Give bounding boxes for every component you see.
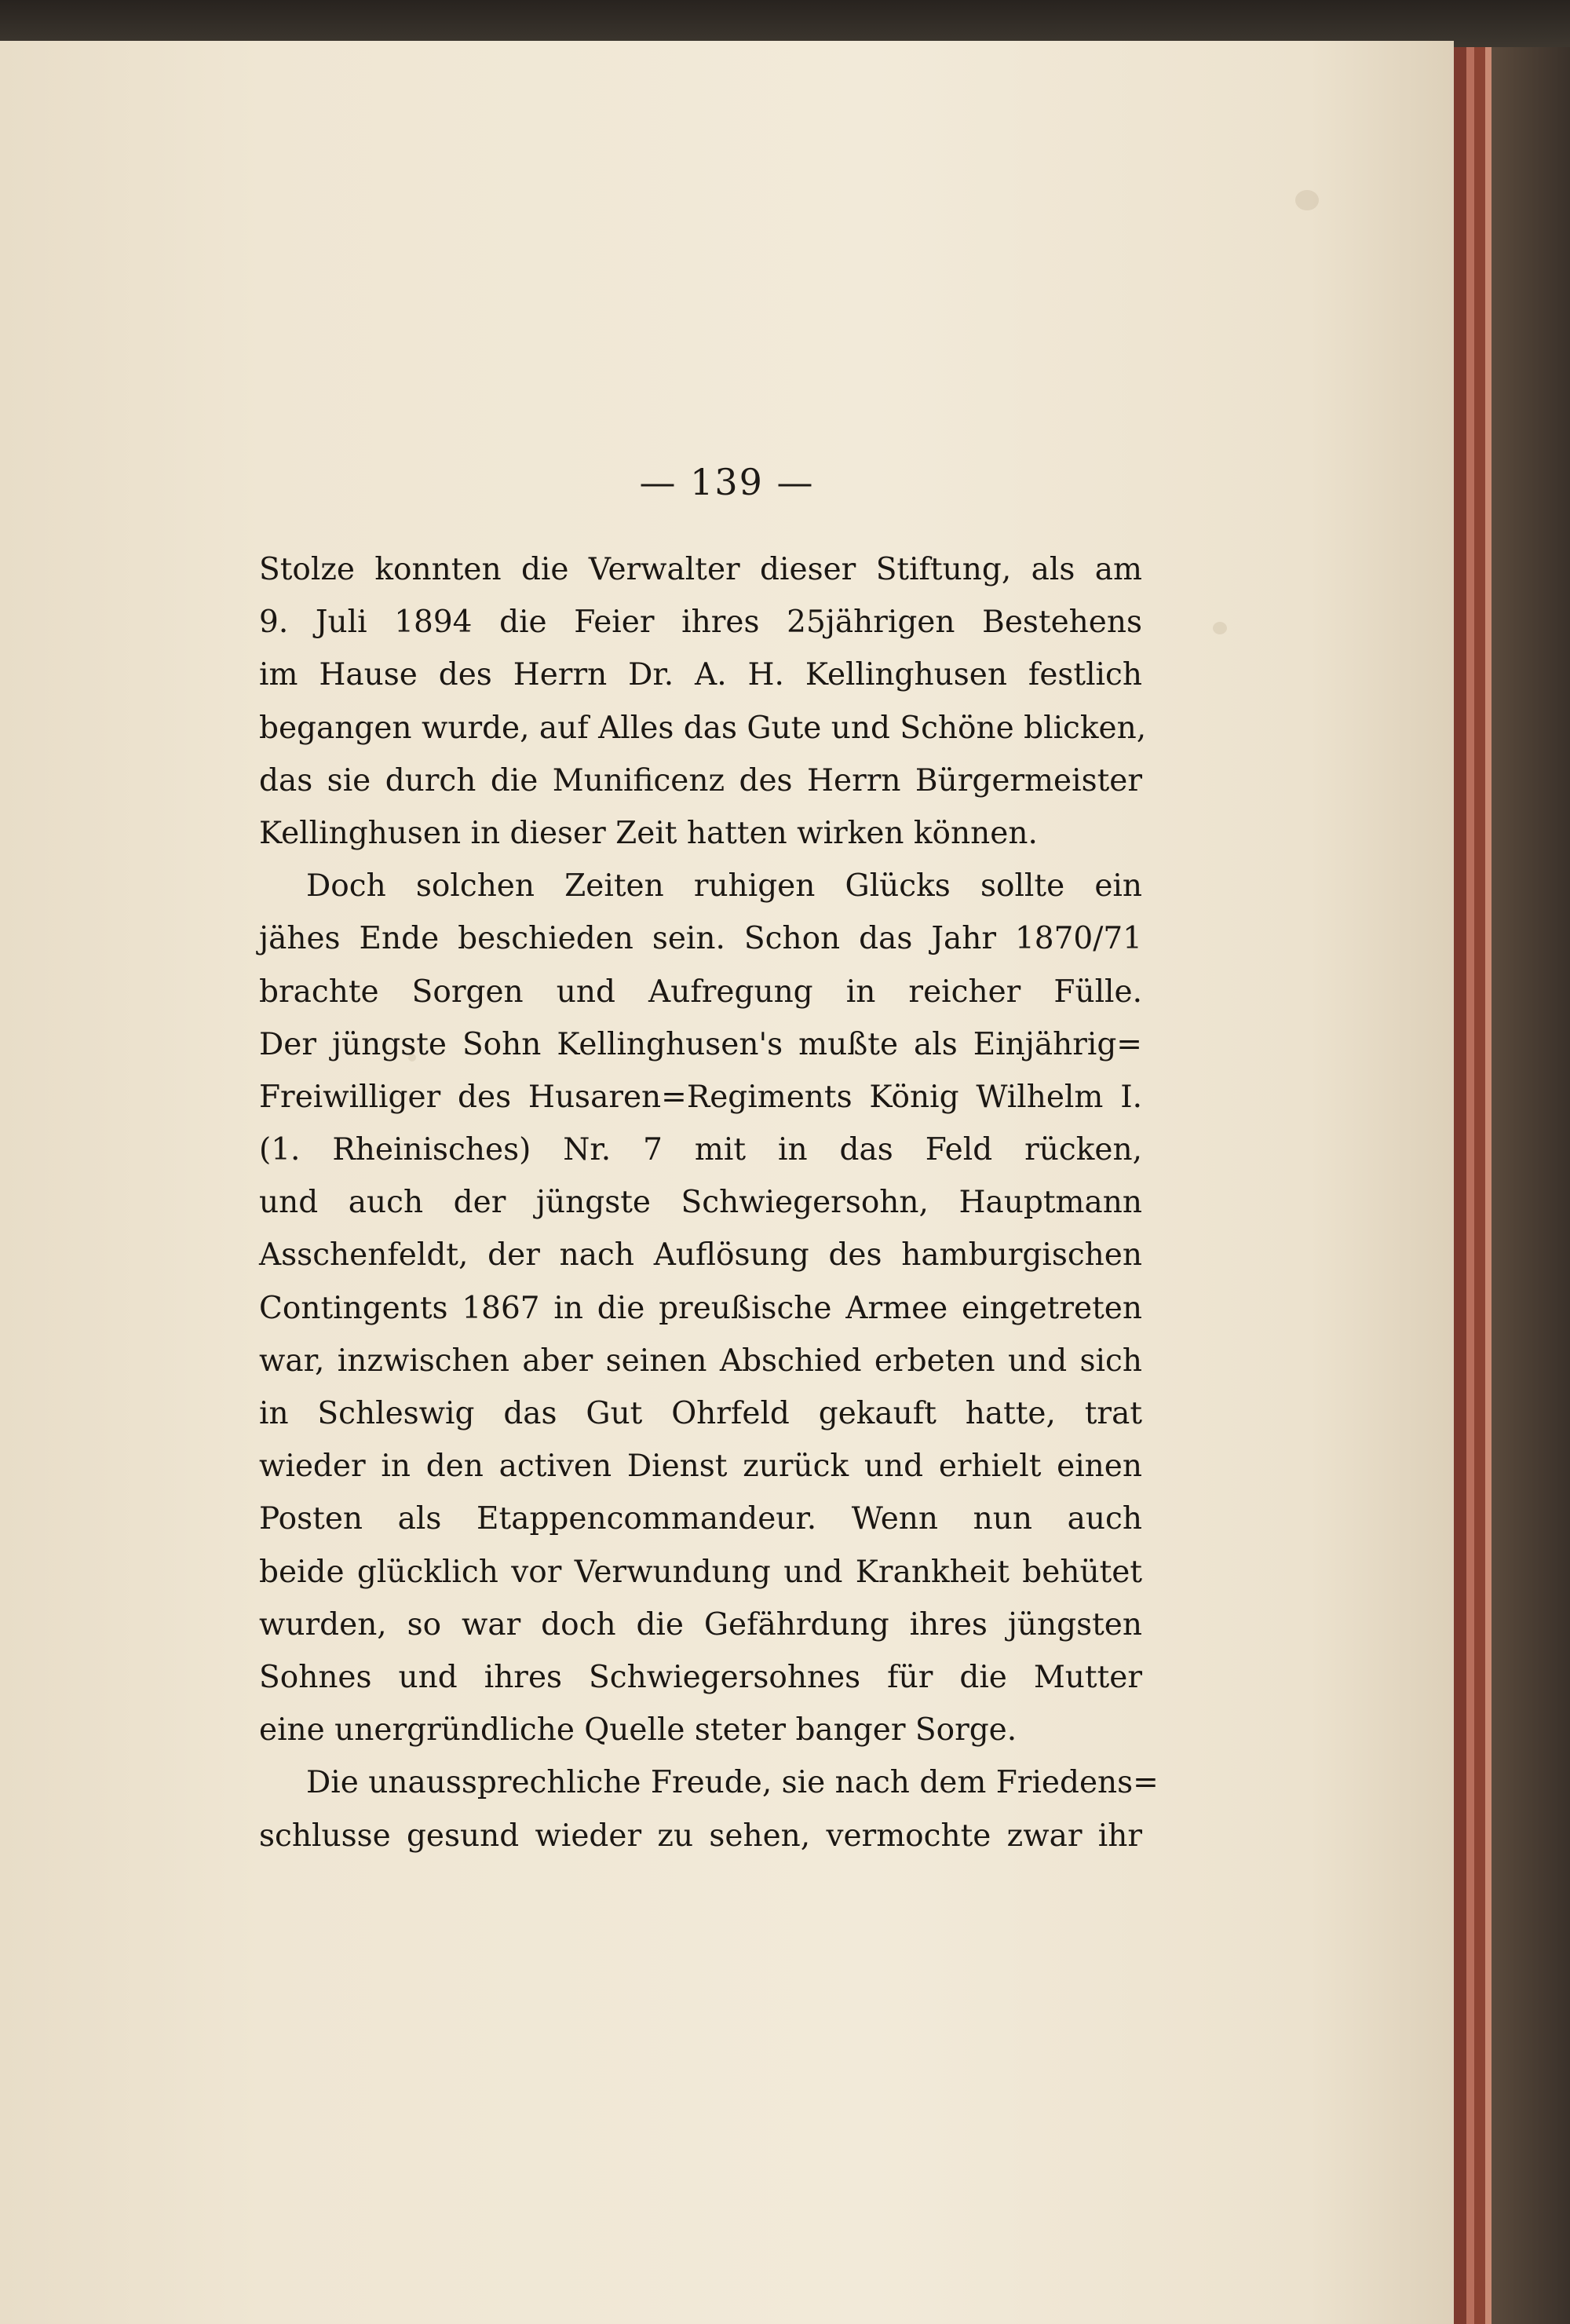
text-line: wurden, so war doch die Gefährdung ihres jüngsten (259, 1606, 1142, 1643)
book-page (0, 41, 1454, 2324)
text-line: Der jüngste Sohn Kellinghusen's mußte als Einjährig= (259, 1026, 1142, 1062)
text-line: Die unaussprechliche Freude, sie nach dem Friedens= (306, 1765, 1159, 1801)
text-line: war, inzwischen aber seinen Abschied erbeten und sich (259, 1343, 1142, 1379)
text-line: in Schleswig das Gut Ohrfeld gekauft hatte, trat (259, 1396, 1142, 1431)
body-text (259, 543, 1159, 1862)
text-line: im Hause des Herrn Dr. A. H. Kellinghusen festlich (259, 657, 1142, 693)
page-number: — 139 — (639, 461, 815, 503)
text-line: Kellinghusen in dieser Zeit hatten wirken können. (259, 815, 1038, 851)
page-edge (1454, 47, 1466, 2324)
paper-stain (1213, 622, 1227, 634)
text-line: und auch der jüngste Schwiegersohn, Hauptmann (259, 1185, 1142, 1221)
text-line: Doch solchen Zeiten ruhigen Glücks sollte ein (306, 868, 1142, 904)
text-line: eine unergründliche Quelle steter banger Sorge. (259, 1712, 1017, 1748)
page-edge (1466, 47, 1474, 2324)
text-line: das sie durch die Munificenz des Herrn Bürgermeister (259, 762, 1142, 798)
text-line: beide glücklich vor Verwundung und Krankheit behütet (259, 1554, 1142, 1590)
text-line: Freiwilliger des Husaren=Regiments König Wilhelm I. (259, 1079, 1142, 1115)
text-line: Sohnes und ihres Schwiegersohnes für die Mutter (259, 1659, 1142, 1695)
text-line: Posten als Etappencommandeur. Wenn nun auch (259, 1501, 1142, 1537)
text-line: jähes Ende beschieden sein. Schon das Jahr 1870/71 (259, 921, 1142, 957)
text-line: wieder in den activen Dienst zurück und erhielt einen (259, 1449, 1142, 1485)
text-line: (1. Rheinisches) Nr. 7 mit in das Feld rücken, (259, 1132, 1142, 1168)
text-line: begangen wurde, auf Alles das Gute und Schöne blicken, (259, 710, 1147, 746)
text-line: schlusse gesund wieder zu sehen, vermochte zwar ihr (259, 1818, 1142, 1854)
text-line: 9. Juli 1894 die Feier ihres 25jährigen Bestehens (259, 605, 1142, 641)
text-line: Asschenfeldt, der nach Auflösung des hamburgischen (259, 1237, 1142, 1273)
paper-stain (1295, 190, 1319, 210)
page-edge (1474, 47, 1485, 2324)
text-line: Contingents 1867 in die preußische Armee eingetreten (259, 1290, 1142, 1326)
text-line: Stolze konnten die Verwalter dieser Stiftung, als am (259, 552, 1142, 587)
book-cover-edge (1492, 47, 1570, 2324)
page-edge (1485, 47, 1492, 2324)
text-line: brachte Sorgen und Aufregung in reicher Fülle. (259, 974, 1142, 1010)
